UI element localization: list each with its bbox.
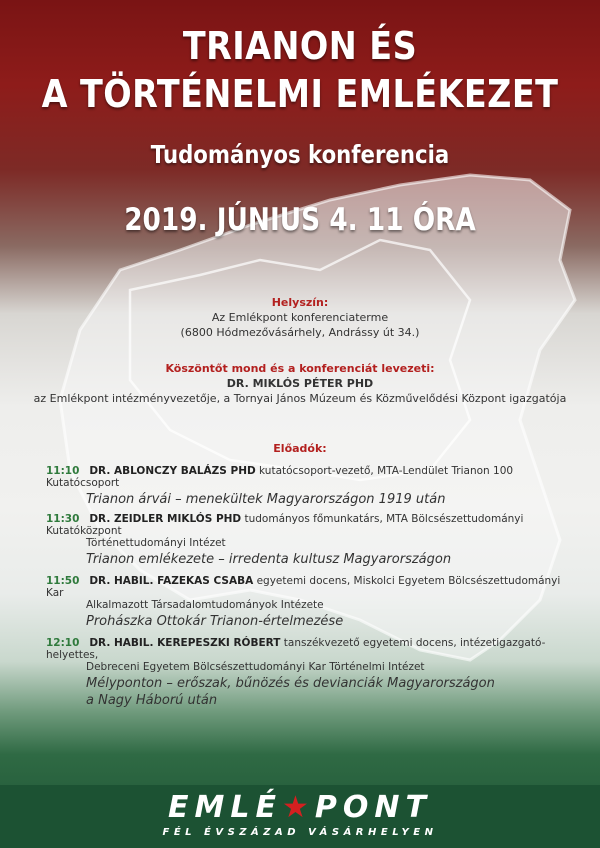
talk-time: 11:10: [46, 465, 80, 477]
venue-block: [0, 296, 600, 341]
speakers-heading: [0, 442, 600, 457]
title-line-1: TRIANON ÉS: [182, 24, 418, 68]
title-line-2: A TÖRTÉNELMI EMLÉKEZET: [41, 72, 559, 116]
emlekpont-logo: [0, 790, 600, 825]
venue-place: Az Emlékpont konferenciaterme: [211, 311, 389, 324]
talk-title: Mélyponton – erőszak, bűnözés és devianciák Magyarországon: [86, 676, 495, 691]
talk-affiliation-2: Alkalmazott Társadalomtudományok Intézete: [86, 599, 324, 611]
speakers-label: Előadók:: [273, 442, 327, 455]
talk-time: 11:30: [46, 513, 80, 525]
talk-title: Trianon árvái – menekültek Magyarországon 1919 után: [86, 492, 446, 507]
talk-affiliation-2: Debreceni Egyetem Bölcsészettudományi Kar Történelmi Intézet: [86, 661, 425, 673]
talk-time: 11:50: [46, 575, 80, 587]
talk-title: Prohászka Ottokár Trianon-értelmezése: [86, 614, 344, 629]
talk-item: [46, 465, 566, 507]
talk-item: [46, 637, 566, 708]
host-role: az Emlékpont intézményvezetője, a Tornyai János Múzeum és Közművelődési Központ igazgatója: [33, 392, 567, 405]
talk-speaker: DR. HABIL. KEREPESZKI RÓBERT: [89, 637, 281, 649]
talk-title-2: a Nagy Háború után: [86, 693, 218, 708]
host-block: [0, 362, 600, 407]
event-date: 2019. JÚNIUS 4. 11 ÓRA: [124, 202, 476, 238]
venue-label: Helyszín:: [271, 296, 329, 309]
talk-item: [46, 575, 566, 629]
talk-speaker: DR. HABIL. FAZEKAS CSABA: [89, 575, 254, 587]
talk-speaker: DR. ZEIDLER MIKLÓS PHD: [89, 513, 242, 525]
host-name: DR. MIKLÓS PÉTER PHD: [226, 377, 374, 390]
talk-speaker: DR. ABLONCZY BALÁZS PHD: [89, 465, 256, 477]
star-icon: ★: [282, 790, 315, 825]
talk-affiliation: egyetemi docens, Miskolci Egyetem Bölcsészettudományi Kar: [46, 575, 561, 599]
talk-title: Trianon emlékezete – irredenta kultusz Magyarországon: [86, 552, 452, 567]
logo-tagline: FÉL ÉVSZÁZAD VÁSÁRHELYEN: [162, 827, 438, 838]
talk-time: 12:10: [46, 637, 80, 649]
subtitle: Tudományos konferencia: [150, 140, 450, 169]
talk-affiliation-2: Történettudományi Intézet: [86, 537, 226, 549]
talk-affiliation: tudományos főmunkatárs, MTA Bölcsészettudományi Kutatóközpont: [46, 513, 524, 537]
venue-address: (6800 Hódmezővásárhely, Andrássy út 34.): [180, 326, 420, 339]
logo-text-2: PONT: [314, 790, 432, 825]
logo-text-1: EMLÉ: [168, 790, 282, 825]
talk-affiliation: tanszékvezető egyetemi docens, intézetigazgató-helyettes,: [46, 637, 546, 661]
talk-affiliation: kutatócsoport-vezető, MTA-Lendület Trianon 100 Kutatócsoport: [46, 465, 514, 489]
talk-item: [46, 513, 566, 567]
host-label: Köszöntőt mond és a konferenciát levezeti:: [165, 362, 435, 375]
